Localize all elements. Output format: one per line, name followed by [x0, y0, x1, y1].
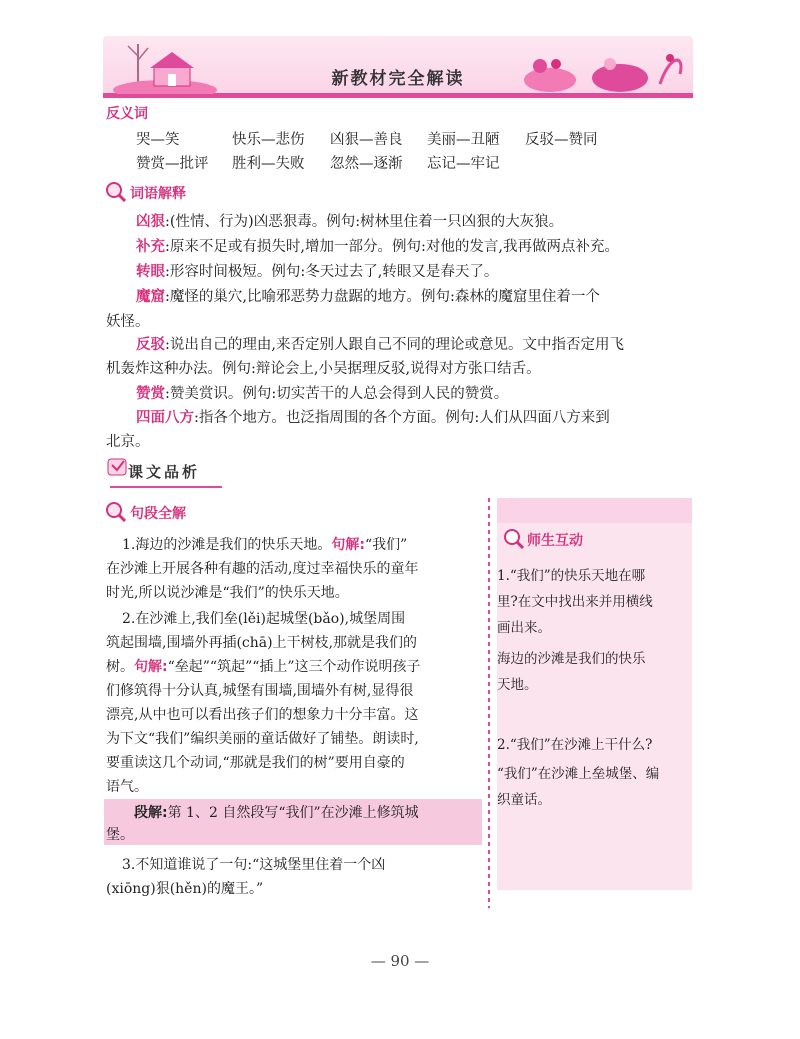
interaction-line: 海边的沙滩是我们的快乐 — [497, 651, 646, 667]
glossary-definition: 指各个地方。也泛指周围的各个方面。例句:人们从四面八方来到 — [198, 410, 610, 426]
interaction-line: 织童话。 — [497, 792, 551, 808]
sentence-text: “我们” — [364, 537, 408, 553]
glossary-label: 词语解释 — [130, 186, 186, 202]
analysis-underline — [110, 486, 222, 488]
antonym-pair: 反驳—赞同 — [525, 132, 598, 148]
interaction-line: “我们”在沙滩上垒城堡、编 — [497, 766, 660, 782]
antonym-pair: 凶狠—善良 — [330, 132, 403, 148]
glossary-entry: 魔窟:魔怪的巢穴,比喻邪恶势力盘踞的地方。例句:森林的魔窟里住着一个 — [136, 289, 600, 305]
sentence-text: 树。 — [106, 659, 134, 675]
paragraph-line: 2.在沙滩上,我们垒(lěi)起城堡(bǎo),城堡周围 — [122, 611, 406, 627]
glossary-definition: 形容时间极短。例句:冬天过去了,转眼又是春天了。 — [169, 264, 499, 280]
glossary-definition-cont: 妖怪。 — [106, 314, 150, 330]
antonym-pair: 哭—笑 — [136, 132, 180, 148]
paragraph-line — [122, 533, 496, 558]
glossary-entry: 四面八方:指各个地方。也泛指周围的各个方面。例句:人们从四面八方来到 — [136, 410, 610, 426]
glossary-entry: 补充:原来不足或有损失时,增加一部分。例句:对他的发言,我再做两点补充。 — [136, 239, 619, 255]
sentence-text: “垒起”“筑起”“插上”这三个动作说明孩子 — [167, 659, 421, 675]
antonyms-label: 反义词 — [106, 106, 148, 122]
glossary-entry: 凶狠:(性情、行为)凶恶狠毒。例句:树林里住着一只凶狠的大灰狼。 — [136, 214, 564, 230]
summary-label: 段解: — [134, 805, 168, 821]
house-tree-illustration — [110, 38, 220, 94]
glossary-term: 魔窟 — [136, 289, 165, 305]
paragraph-line: 筑起围墙,围墙外再插(chā)上干树枝,那就是我们的 — [106, 635, 418, 651]
page-number: — 90 — — [370, 952, 430, 970]
sentence-analysis-tag: 句解: — [134, 659, 168, 675]
sentence-analysis-tag: 句解: — [331, 537, 365, 553]
paragraph-line: (xiōng)狠(hěn)的魔王。” — [106, 881, 264, 897]
magnifier-icon — [104, 500, 126, 522]
analysis-label: 课文品析 — [128, 463, 201, 481]
paragraph-summary-line — [134, 801, 419, 825]
glossary-definition: 赞美赏识。例句:切实苦干的人总会得到人民的赞赏。 — [169, 386, 509, 402]
glossary-term: 赞赏 — [136, 386, 165, 402]
glossary-entry: 转眼:形容时间极短。例句:冬天过去了,转眼又是春天了。 — [136, 264, 499, 280]
glossary-entry: 赞赏:赞美赏识。例句:切实苦干的人总会得到人民的赞赏。 — [136, 386, 509, 402]
glossary-term: 转眼 — [136, 264, 165, 280]
flower-illustration — [510, 44, 690, 94]
interaction-line: 里?在文中找出来并用横线 — [497, 594, 653, 610]
magnifier-icon — [104, 180, 126, 202]
antonym-pair: 胜利—失败 — [232, 156, 305, 172]
magnifier-icon — [502, 527, 524, 549]
paragraph-line — [106, 655, 480, 680]
glossary-term: 四面八方 — [136, 410, 194, 426]
sentences-label: 句段全解 — [130, 506, 186, 522]
interaction-line: 画出来。 — [497, 620, 551, 636]
interaction-line: 天地。 — [497, 677, 538, 693]
glossary-definition: 魔怪的巢穴,比喻邪恶势力盘踞的地方。例句:森林的魔窟里住着一个 — [169, 289, 600, 305]
glossary-term: 凶狠 — [136, 214, 165, 230]
column-divider — [488, 498, 490, 908]
glossary-entry: 反驳:说出自己的理由,来否定别人跟自己不同的理论或意见。文中指否定用飞 — [136, 337, 624, 353]
antonym-pair: 忘记—牢记 — [427, 156, 500, 172]
antonym-pair: 美丽—丑陋 — [427, 132, 500, 148]
paragraph-line: 在沙滩上开展各种有趣的活动,度过幸福快乐的童年 — [106, 561, 419, 577]
paragraph-line: 们修筑得十分认真,城堡有围墙,围墙外有树,显得很 — [106, 683, 414, 699]
paragraph-line: 3.不知道谁说了一句:“这城堡里住着一个凶 — [122, 857, 386, 873]
glossary-definition-cont: 北京。 — [106, 434, 150, 450]
antonyms-row-2 — [136, 152, 500, 173]
paragraph-line: 语气。 — [106, 779, 148, 795]
interaction-line: 2.“我们”在沙滩上干什么? — [497, 737, 653, 753]
antonyms-row-1 — [136, 128, 598, 149]
interaction-label: 师生互动 — [527, 533, 583, 549]
interaction-line: 1.“我们”的快乐天地在哪 — [497, 568, 646, 584]
paragraph-line: 漂亮,从中也可以看出孩子们的想象力十分丰富。这 — [106, 707, 419, 723]
header-title: 新教材完全解读 — [331, 69, 465, 89]
paragraph-line: 为下文“我们”编织美丽的童话做好了铺垫。朗读时, — [106, 731, 419, 747]
paragraph-line: 要重读这几个动词,“那就是我们的树”要用自豪的 — [106, 755, 405, 771]
glossary-definition: 原来不足或有损失时,增加一部分。例句:对他的发言,我再做两点补充。 — [169, 239, 619, 255]
glossary-term: 反驳 — [136, 337, 165, 353]
sentence-text: 1.海边的沙滩是我们的快乐天地。 — [122, 537, 332, 553]
antonym-pair: 赞赏—批评 — [136, 156, 209, 172]
antonym-pair: 快乐—悲伤 — [232, 132, 305, 148]
paragraph-line: 时光,所以说沙滩是“我们”的快乐天地。 — [106, 585, 349, 601]
antonym-pair: 忽然—逐渐 — [330, 156, 403, 172]
glossary-definition-cont: 机轰炸这种办法。例句:辩论会上,小吴据理反驳,说得对方张口结舌。 — [106, 361, 541, 377]
glossary-term: 补充 — [136, 239, 165, 255]
summary-text: 第 1、2 自然段写“我们”在沙滩上修筑城 — [167, 805, 419, 821]
glossary-definition: 说出自己的理由,来否定别人跟自己不同的理论或意见。文中指否定用飞 — [169, 337, 624, 353]
glossary-definition: (性情、行为)凶恶狠毒。例句:树林里住着一只凶狠的大灰狼。 — [169, 214, 564, 230]
paragraph-summary-line: 堡。 — [106, 827, 134, 843]
